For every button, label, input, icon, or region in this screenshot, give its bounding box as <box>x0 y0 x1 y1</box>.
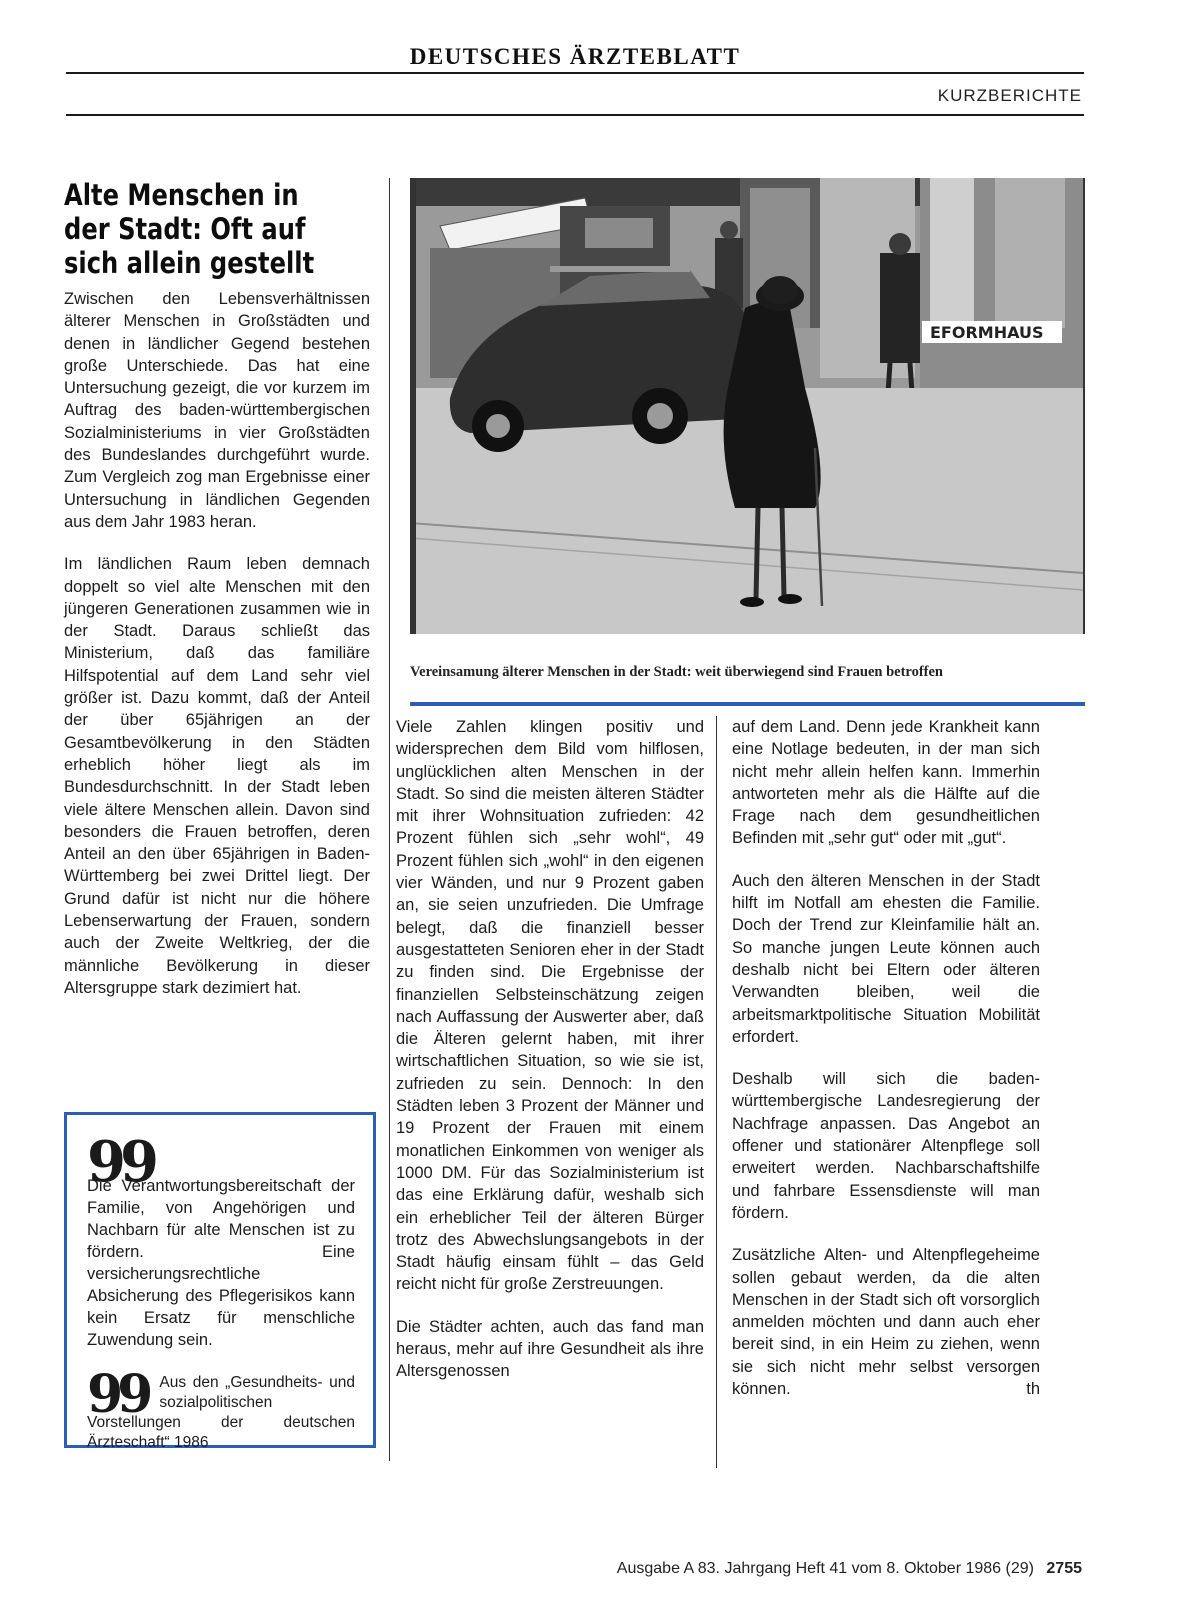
headline: Alte Menschen in der Stadt: Oft auf sich allein gestellt <box>64 178 315 280</box>
column-1 <box>64 288 370 1019</box>
photo-shop-sign: EFORMHAUS <box>930 323 1044 342</box>
column-divider-2 <box>716 716 717 1468</box>
masthead-rule <box>66 72 1084 74</box>
page-footer <box>617 1560 1082 1578</box>
quote-box <box>64 1112 376 1451</box>
column-2-paragraph-1: Viele Zahlen klingen positiv und widersprechen dem Bild vom hilflosen, unglücklichen alten Menschen in der Stadt. So sind die meisten älteren Städter mit ihrer Wohnsituation zufrieden: 42 Prozent fühlen sich „sehr wohl“, 49 Prozent fühlen sich „wohl“ in den eigenen vier Wänden, und nur 9 Prozent gaben an, sie seien unzufrieden. Die Umfrage belegt, daß die finanziell besser ausgestatteten Senioren eher in der Stadt zu finden sind. Die Ergebnisse der finanziellen Selbsteinschätzung zeigen nach Auffassung der Auswerter aber, daß die Älteren gelernt haben, mit ihrer wirtschaftlichen Situation, so wie sie ist, zufrieden zu sein. Dennoch: In den Städten leben 3 Prozent der Männer und 19 Prozent der Frauen mit einem monatlichen Einkommen von weniger als 1000 DM. Für das Sozialministerium ist das eine Erklärung dafür, weshalb sich ein erheblicher Teil der älteren Bürger trotz des Abwechslungsangebots in der Stadt häufig einsam fühlt – das Geld reicht nicht für große Zerstreuungen. <box>396 718 704 1294</box>
section-label: KURZBERICHTE <box>937 86 1082 105</box>
column-3-paragraph-4-text: Zusätzliche Alten- und Altenpflegeheime sollen gebaut werden, da die alten Menschen in der Stadt sich oft vorsorglich anmelden möchten und dann auch eher bereit sind, in ein Heim zu ziehen, wenn sie sich nicht mehr selbst versorgen können. <box>732 1246 1040 1399</box>
caption-blue-rule <box>410 702 1085 706</box>
photo-caption: Vereinsamung älterer Menschen in der Stadt: weit überwiegend sind Frauen betroffen <box>410 664 943 680</box>
column-3-paragraph-4 <box>732 1244 1040 1400</box>
quote-source: Aus den „Gesundheits- und sozialpolitischen Vorstellungen der deutschen Ärzteschaft“ 1986 <box>87 1374 355 1451</box>
quote-text: Die Verantwortungsbereitschaft der Familie, von Angehörigen und Nachbarn für alte Menschen ist zu fördern. Eine versicherungsrechtliche Absicherung des Pflegerisikos kann kein Ersatz für menschliche Zuwendung sein. <box>87 1177 355 1349</box>
page-number: 2755 <box>1046 1560 1082 1577</box>
column-3 <box>732 716 1040 1400</box>
quote-mark-small-icon: 99 <box>87 1364 148 1425</box>
edition-info: Ausgabe A 83. Jahrgang Heft 41 vom 8. Oktober 1986 (29) <box>616 1560 1034 1577</box>
quote-mark-icon: 99 <box>87 1129 153 1195</box>
column-divider-1 <box>389 178 390 1461</box>
column-3-paragraph-1: auf dem Land. Denn jede Krankheit kann eine Notlage bedeuten, in der man sich nicht mehr allein helfen kann. Immerhin antworteten mehr als die Hälfte auf die Frage nach dem gesundheitlichen Befinden mit „sehr gut“ oder mit „gut“. <box>732 718 1040 848</box>
column-1-paragraph-2: Im ländlichen Raum leben demnach doppelt so viel alte Menschen mit den jüngeren Generationen zusammen wie in der Stadt. Daraus schließt das Ministerium, daß das familiäre Hilfspotential auf dem Land sehr viel größer ist. Dazu kommt, daß der Anteil der über 65jährigen an der Gesamtbevölkerung in den Städten erheblich höher liegt als im Bundesdurchschnitt. In der Stadt leben viele ältere Menschen allein. Davon sind besonders die Frauen betroffen, deren Anteil an den über 65jährigen in Baden-Württemberg bei zwei Drittel liegt. Der Grund dafür ist nicht nur die höhere Lebenserwartung der Frauen, sondern auch der Zweite Weltkrieg, der die männliche Bevölkerung in dieser Altersgruppe stark dezimiert hat. <box>64 555 370 997</box>
column-2 <box>396 716 704 1403</box>
masthead: DEUTSCHES ÄRZTEBLATT <box>409 44 741 69</box>
column-3-paragraph-3: Deshalb will sich die baden-württembergische Landesregierung der Nachfrage anpassen. Das Angebot an offener und stationärer Altenpflege soll erweitert werden. Nachbarschaftshilfe und fahrbare Essensdienste will man fördern. <box>732 1070 1040 1222</box>
section-rule <box>66 114 1084 116</box>
author-signature: th <box>1026 1380 1040 1399</box>
quote-source-block <box>87 1364 355 1453</box>
column-3-paragraph-2: Auch den älteren Menschen in der Stadt hilft im Notfall am ehesten die Familie. Doch der Trend zur Kleinfamilie hält an. So manche jungen Leute können auch deshalb nicht bei Eltern oder älteren Verwandten bleiben, weil die arbeitsmarktpolitische Situation Mobilität erfordert. <box>732 871 1040 1046</box>
street-scene-image <box>410 178 1083 634</box>
photo <box>410 178 1085 634</box>
column-2-paragraph-2: Die Städter achten, auch das fand man heraus, mehr auf ihre Gesundheit als ihre Altersgenossen <box>396 1317 704 1381</box>
column-1-paragraph-1: Zwischen den Lebensverhältnissen älterer Menschen in Großstädten und denen in ländlicher Gegend bestehen große Unterschiede. Das hat eine Untersuchung gezeigt, die vor kurzem im Auftrag des baden-württembergischen Sozialministeriums in vier Großstädten des Bundeslandes durchgeführt wurde. Zum Vergleich zog man Ergebnisse einer Untersuchung in ländlichen Gegenden aus dem Jahr 1983 heran. <box>64 290 370 531</box>
